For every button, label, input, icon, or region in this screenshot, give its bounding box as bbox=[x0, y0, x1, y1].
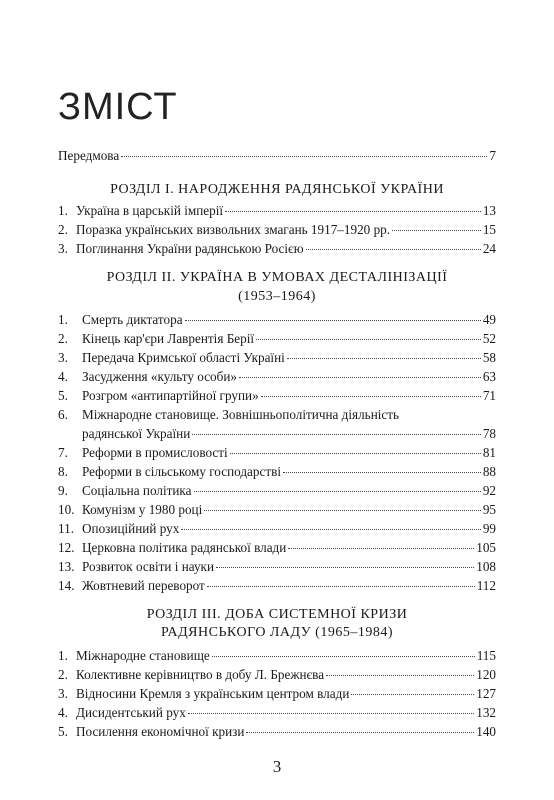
toc-entry-continuation[interactable] bbox=[58, 426, 496, 442]
toc-entry-number: 1. bbox=[58, 312, 68, 327]
toc-entry-number: 8. bbox=[58, 464, 68, 479]
toc-entry-label: Поглинання України радянською Росією bbox=[76, 241, 304, 256]
toc-entry-number: 1. bbox=[58, 203, 68, 218]
toc-entry-preface[interactable] bbox=[58, 148, 496, 164]
dot-leader bbox=[225, 211, 481, 212]
dot-leader bbox=[192, 434, 481, 435]
toc-entry-number: 10. bbox=[58, 502, 75, 517]
toc-entry-page: 112 bbox=[476, 578, 496, 593]
dot-leader bbox=[287, 358, 481, 359]
toc-entry-number: 1. bbox=[58, 648, 68, 663]
dot-leader bbox=[188, 713, 474, 714]
dot-leader bbox=[392, 230, 481, 231]
toc-entry-multiline[interactable] bbox=[58, 407, 496, 423]
toc-entry[interactable] bbox=[58, 445, 496, 461]
dot-leader bbox=[216, 567, 474, 568]
toc-entry-page: 81 bbox=[482, 445, 496, 460]
dot-leader bbox=[246, 732, 474, 733]
dot-leader bbox=[326, 675, 474, 676]
toc-entry-label: Міжнародне становище. Зовнішньополітична діяльність bbox=[82, 407, 400, 422]
page-number: 3 bbox=[272, 757, 282, 776]
toc-entry[interactable] bbox=[58, 464, 496, 480]
toc-entry-label: Посилення економічної кризи bbox=[76, 724, 245, 739]
toc-entry[interactable] bbox=[58, 521, 496, 537]
toc-entry-label: Жовтневий переворот bbox=[82, 578, 205, 593]
toc-entry[interactable] bbox=[58, 667, 496, 683]
toc-entry[interactable] bbox=[58, 559, 496, 575]
toc-entry-page: 120 bbox=[476, 667, 496, 682]
dot-leader bbox=[181, 529, 481, 530]
toc-entry-number: 4. bbox=[58, 705, 68, 720]
toc-entry-page: 92 bbox=[482, 483, 496, 498]
toc-entry[interactable] bbox=[58, 502, 496, 518]
toc-entry[interactable] bbox=[58, 350, 496, 366]
toc-entry-number: 5. bbox=[58, 388, 68, 403]
toc-entry-page: 88 bbox=[482, 464, 496, 479]
toc-entry-number: 5. bbox=[58, 724, 68, 739]
dot-leader bbox=[351, 694, 474, 695]
toc-entry[interactable] bbox=[58, 241, 496, 257]
toc-entry-label: Опозиційний рух bbox=[82, 521, 180, 536]
toc-entry-label: радянської України bbox=[82, 426, 191, 441]
toc-entry[interactable] bbox=[58, 388, 496, 404]
dot-leader bbox=[261, 396, 481, 397]
toc-entry-number: 12. bbox=[58, 540, 75, 555]
toc-entry-label: Дисидентський рух bbox=[76, 705, 186, 720]
toc-entry[interactable] bbox=[58, 483, 496, 499]
toc-entry[interactable] bbox=[58, 648, 496, 664]
toc-entry-label: Соціальна політика bbox=[82, 483, 192, 498]
section-heading-line2: РАДЯНСЬКОГО ЛАДУ (1965–1984) bbox=[161, 625, 393, 640]
toc-entry-label: Кінець кар'єри Лаврентія Берії bbox=[82, 331, 255, 346]
toc-entry-page: 58 bbox=[482, 350, 496, 365]
toc-entry[interactable] bbox=[58, 203, 496, 219]
toc-entry-label: Передмова bbox=[58, 148, 120, 163]
dot-leader bbox=[204, 510, 481, 511]
toc-entry-page: 95 bbox=[482, 502, 496, 517]
toc-entry-label: Україна в царській імперії bbox=[76, 203, 224, 218]
toc-entry[interactable] bbox=[58, 331, 496, 347]
page-title: ЗМІСТ bbox=[58, 86, 178, 128]
dot-leader bbox=[288, 548, 474, 549]
toc-entry-page: 99 bbox=[482, 521, 496, 536]
toc-entry[interactable] bbox=[58, 540, 496, 556]
toc-entry-label: Смерть диктатора bbox=[82, 312, 183, 327]
toc-entry-label: Передача Кримської області Україні bbox=[82, 350, 285, 365]
toc-entry[interactable] bbox=[58, 312, 496, 328]
toc-entry-label: Колективне керівництво в добу Л. Брежнєва bbox=[76, 667, 325, 682]
toc-entry-number: 14. bbox=[58, 578, 75, 593]
toc-entry-label: Засудження «культу особи» bbox=[82, 369, 238, 384]
toc-entry-number: 13. bbox=[58, 559, 75, 574]
toc-entry-page: 63 bbox=[482, 369, 496, 384]
dot-leader bbox=[239, 377, 481, 378]
toc-entry[interactable] bbox=[58, 222, 496, 238]
toc-entry-page: 132 bbox=[476, 705, 496, 720]
toc-entry-number: 6. bbox=[58, 407, 68, 422]
toc-entry-number: 7. bbox=[58, 445, 68, 460]
toc-entry[interactable] bbox=[58, 369, 496, 385]
dot-leader bbox=[185, 320, 481, 321]
toc-entry-page: 115 bbox=[476, 648, 496, 663]
toc-entry-label: Відносини Кремля з українським центром влади bbox=[76, 686, 350, 701]
toc-entry-label: Комунізм у 1980 році bbox=[82, 502, 203, 517]
toc-entry-number: 3. bbox=[58, 241, 68, 256]
toc-entry[interactable] bbox=[58, 686, 496, 702]
toc-entry-label: Реформи в сільському господарстві bbox=[82, 464, 282, 479]
section-heading: РОЗДІЛ ІІІ. ДОБА СИСТЕМНОЇ КРИЗИ bbox=[146, 607, 408, 622]
toc-entry-number: 2. bbox=[58, 667, 68, 682]
dot-leader bbox=[212, 656, 475, 657]
toc-entry-number: 3. bbox=[58, 350, 68, 365]
toc-entry-number: 9. bbox=[58, 483, 68, 498]
toc-entry-page: 52 bbox=[482, 331, 496, 346]
toc-entry-page: 13 bbox=[482, 203, 496, 218]
toc-entry-number: 3. bbox=[58, 686, 68, 701]
section-heading: РОЗДІЛ ІІ. УКРАЇНА В УМОВАХ ДЕСТАЛІНІЗАЦІЇ bbox=[106, 270, 448, 285]
toc-entry-label: Церковна політика радянської влади bbox=[82, 540, 287, 555]
toc-entry-page: 71 bbox=[482, 388, 496, 403]
dot-leader bbox=[207, 586, 475, 587]
toc-entry-number: 11. bbox=[58, 521, 74, 536]
section-subheading: (1953–1964) bbox=[238, 289, 316, 304]
toc-entry-number: 2. bbox=[58, 222, 68, 237]
toc-entry-page: 108 bbox=[476, 559, 496, 574]
toc-entry-page: 15 bbox=[482, 222, 496, 237]
dot-leader bbox=[194, 491, 481, 492]
toc-entry-label: Реформи в промисловості bbox=[82, 445, 228, 460]
toc-entry-label: Поразка українських визвольних змагань 1917–1920 рр. bbox=[76, 222, 391, 237]
toc-entry-page: 49 bbox=[482, 312, 496, 327]
dot-leader bbox=[306, 249, 481, 250]
toc-entry-page: 127 bbox=[476, 686, 496, 701]
toc-entry-label: Розвиток освіти і науки bbox=[82, 559, 215, 574]
toc-entry-label: Міжнародне становище bbox=[76, 648, 210, 663]
toc-entry[interactable] bbox=[58, 578, 496, 594]
toc-entry-page: 24 bbox=[482, 241, 496, 256]
toc-entry[interactable] bbox=[58, 724, 496, 740]
dot-leader bbox=[230, 453, 481, 454]
toc-entry-number: 4. bbox=[58, 369, 68, 384]
toc-entry-label: Розгром «антипартійної групи» bbox=[82, 388, 259, 403]
section-heading: РОЗДІЛ І. НАРОДЖЕННЯ РАДЯНСЬКОЇ УКРАЇНИ bbox=[110, 182, 444, 197]
dot-leader bbox=[283, 472, 481, 473]
toc-entry-page: 78 bbox=[482, 426, 496, 441]
dot-leader bbox=[256, 339, 481, 340]
toc-entry[interactable] bbox=[58, 705, 496, 721]
toc-entry-page: 140 bbox=[476, 724, 496, 739]
toc-entry-page: 7 bbox=[489, 148, 496, 163]
toc-entry-number: 2. bbox=[58, 331, 68, 346]
dot-leader bbox=[121, 156, 487, 157]
toc-entry-page: 105 bbox=[476, 540, 496, 555]
